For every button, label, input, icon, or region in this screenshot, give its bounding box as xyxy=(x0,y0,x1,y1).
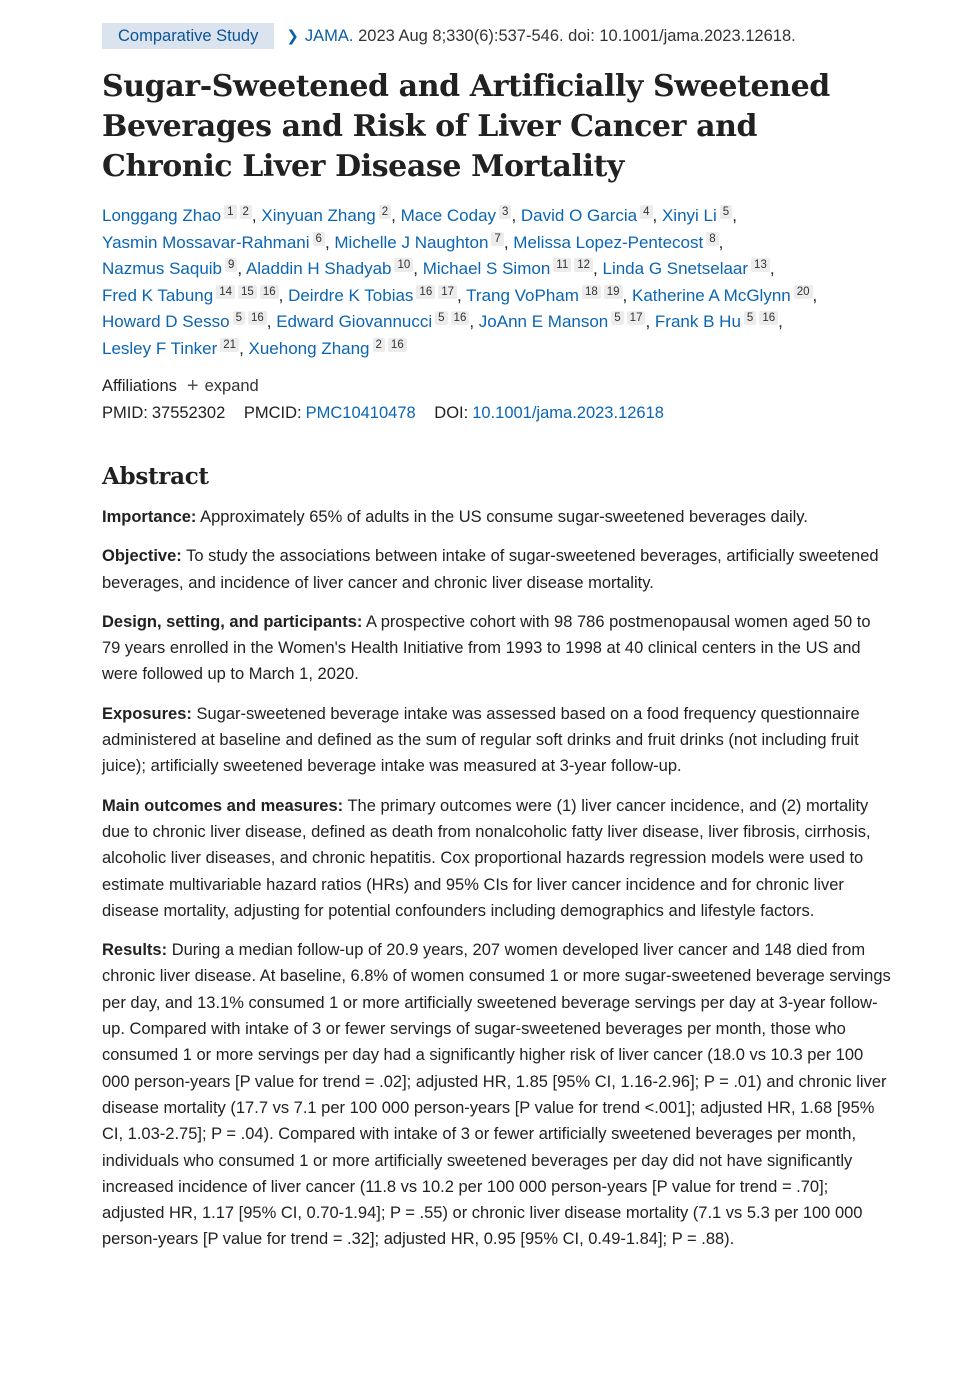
expand-label: expand xyxy=(204,376,259,395)
article-identifiers xyxy=(102,404,893,423)
affiliations-row xyxy=(102,376,893,396)
author-link[interactable]: Deirdre K Tobias xyxy=(288,285,414,305)
author-link[interactable]: Xinyuan Zhang xyxy=(261,206,376,225)
author-item: Michelle J Naughton 7 , xyxy=(334,232,514,252)
section-text: During a median follow-up of 20.9 years, 207 women developed liver cancer and 148 died from chronic liver disease. At baseline, 6.8% of women consumed 1 or more sugar-sweetened beverage servings per day, and 13.1% consumed 1 or more artificially sweetened beverage servings per day at 3-year follow-up. Compared with intake of 3 or fewer servings of sugar-sweetened beverages per month, those who consumed 1 or more servings per day had a significantly higher risk of liver cancer (18.0 vs 10.3 per 100 000 person-years [P value for trend = .02]; adjusted HR, 1.85 [95% CI, 1.16-2.96]; P = .01) and chronic liver disease mortality (17.7 vs 7.1 per 100 000 person-years [P value for trend <.001]; adjusted HR, 1.68 [95% CI, 1.03-2.75]; P = .04). Compared with intake of 3 or fewer artificially sweetened beverages per month, individuals who consumed 1 or more artificially sweetened beverages per day did not have significantly increased incidence of liver cancer (11.8 vs 10.2 per 100 000 person-years [P value for trend = .70]; adjusted HR, 1.17 [95% CI, 0.70-1.94]; P = .55) or chronic liver disease mortality (7.1 vs 5.3 per 100 000 person-years [P value for trend = .32]; adjusted HR, 0.95 [95% CI, 0.49-1.84]; P = .88). xyxy=(102,941,891,1249)
abstract-design xyxy=(102,609,893,688)
affiliation-number-button[interactable]: 8 xyxy=(706,232,718,246)
author-item: Nazmus Saquib 9 , xyxy=(102,259,246,278)
citation-text: 2023 Aug 8;330(6):537-546. doi: 10.1001/jama.2023.12618. xyxy=(358,26,796,45)
section-label: Results: xyxy=(102,941,168,960)
section-label: Objective: xyxy=(102,547,182,566)
author-item: Longgang Zhao 1 2 , xyxy=(102,206,262,225)
author-item: Howard D Sesso 5 16 , xyxy=(102,312,277,331)
pmid-value: 37552302 xyxy=(151,404,226,422)
pmid-label: PMID: xyxy=(102,404,148,422)
author-link[interactable]: Howard D Sesso xyxy=(102,312,230,331)
plus-icon: + xyxy=(186,375,199,397)
affiliation-number-button[interactable]: 3 xyxy=(499,205,511,219)
abstract-exposures xyxy=(102,701,893,780)
chevron-right-icon[interactable]: ❯ xyxy=(286,27,299,45)
author-item: Frank B Hu 5 16 , xyxy=(654,312,783,331)
affiliation-number-button[interactable]: 5 xyxy=(233,311,245,325)
author-item: Katherine A McGlynn 20 , xyxy=(631,285,818,305)
author-link[interactable]: Frank B Hu xyxy=(654,312,741,331)
affiliation-number-button[interactable]: 6 xyxy=(313,232,325,246)
author-link[interactable]: Aladdin H Shadyab xyxy=(245,259,392,278)
author-item: Michael S Simon 11 12 , xyxy=(422,259,603,278)
section-text: Sugar-sweetened beverage intake was assessed based on a food frequency questionnaire administered at baseline and defined as the sum of regular soft drinks and fruit drinks (not including fruit juice); artificially sweetened beverage intake was measured at 3-year follow-up. xyxy=(102,704,860,776)
article-citation-bar xyxy=(102,23,893,49)
author-item: Melissa Lopez-Pentecost 8 , xyxy=(513,232,724,252)
author-link[interactable]: Xinyi Li xyxy=(661,206,717,225)
affiliation-number-button[interactable]: 4 xyxy=(640,205,652,219)
affiliation-number-button[interactable]: 1 xyxy=(224,205,236,219)
author-link[interactable]: Michael S Simon xyxy=(422,259,551,278)
affiliations-expand-button[interactable] xyxy=(187,376,259,396)
affiliation-number-button[interactable]: 16 xyxy=(260,285,279,299)
pmcid-label: PMCID: xyxy=(243,404,302,422)
author-link[interactable]: Trang VoPham xyxy=(466,285,579,305)
author-item: Edward Giovannucci 5 16 , xyxy=(276,312,479,331)
author-link[interactable]: JoAnn E Manson xyxy=(478,312,609,331)
author-item: Yasmin Mossavar-Rahmani 6 , xyxy=(102,232,335,252)
author-item: David O Garcia 4 , xyxy=(520,206,662,225)
section-text: To study the associations between intake of sugar-sweetened beverages, artificially sweetened beverages, and incidence of liver cancer and chronic liver disease mortality. xyxy=(102,547,879,592)
section-label: Design, setting, and participants: xyxy=(102,612,363,631)
doi-label: DOI: xyxy=(434,404,469,422)
affiliation-number-button[interactable]: 16 xyxy=(248,311,267,325)
abstract-importance xyxy=(102,504,893,530)
author-link[interactable]: Linda G Snetselaar xyxy=(602,259,749,278)
affiliation-number-button[interactable]: 10 xyxy=(394,258,413,272)
affiliation-number-button[interactable]: 2 xyxy=(240,205,252,219)
article-page xyxy=(0,23,963,1253)
affiliation-number-button[interactable]: 2 xyxy=(379,205,391,219)
affiliation-number-button[interactable]: 2 xyxy=(373,338,385,352)
affiliation-number-button[interactable]: 5 xyxy=(611,311,623,325)
affiliation-number-button[interactable]: 16 xyxy=(388,338,407,352)
section-text: Approximately 65% of adults in the US consume sugar-sweetened beverages daily. xyxy=(196,508,808,526)
pmcid-link[interactable]: PMC10410478 xyxy=(305,404,416,422)
affiliation-number-button[interactable]: 16 xyxy=(451,311,470,325)
abstract-body xyxy=(102,504,893,1253)
affiliation-number-button[interactable]: 21 xyxy=(220,338,239,352)
affiliation-number-button[interactable]: 15 xyxy=(238,285,257,299)
section-label: Importance: xyxy=(102,508,197,526)
affiliation-number-button[interactable]: 17 xyxy=(438,285,457,299)
affiliation-number-button[interactable]: 5 xyxy=(435,311,447,325)
affiliation-number-button[interactable]: 5 xyxy=(720,205,732,219)
section-text: The primary outcomes were (1) liver cancer incidence, and (2) mortality due to chronic liver disease, defined as death from nonalcoholic fatty liver disease, liver fibrosis, cirrhosis, alcoholic liver diseases, and chronic hepatitis. Cox proportional hazards regression models were used to estimate multivariable hazard ratios (HRs) and 95% CIs for liver cancer incidence and for chronic liver disease mortality, adjusting for potential confounders including demographics and lifestyle factors. xyxy=(102,796,871,920)
affiliation-number-button[interactable]: 14 xyxy=(216,285,235,299)
author-link[interactable]: Mace Coday xyxy=(400,206,497,225)
affiliation-number-button[interactable]: 16 xyxy=(416,285,435,299)
publication-type-badge[interactable]: Comparative Study xyxy=(102,23,274,49)
author-link[interactable]: Yasmin Mossavar-Rahmani xyxy=(102,232,310,252)
affiliation-number-button[interactable]: 13 xyxy=(751,258,770,272)
author-link[interactable]: Nazmus Saquib xyxy=(102,259,223,278)
author-link[interactable]: Fred K Tabung xyxy=(102,285,214,305)
author-item: Aladdin H Shadyab 10 , xyxy=(245,259,423,278)
author-link[interactable]: Katherine A McGlynn xyxy=(631,285,791,305)
author-link[interactable]: Longgang Zhao xyxy=(102,206,222,225)
author-item: Lesley F Tinker 21 , xyxy=(102,338,249,358)
author-item: Fred K Tabung 14 15 16 , xyxy=(102,285,289,305)
section-label: Main outcomes and measures: xyxy=(102,796,344,815)
journal-citation xyxy=(286,27,795,46)
author-item: Mace Coday 3 , xyxy=(400,206,521,225)
affiliation-number-button[interactable]: 18 xyxy=(582,285,601,299)
affiliations-label: Affiliations xyxy=(102,376,177,395)
affiliation-number-button[interactable]: 20 xyxy=(794,285,813,299)
section-text: A prospective cohort with 98 786 postmenopausal women aged 50 to 79 years enrolled in the Women's Health Initiative from 1993 to 1998 at 40 clinical centers in the US and were followed up to March 1, 2020. xyxy=(102,612,871,684)
author-link[interactable]: Michelle J Naughton xyxy=(334,232,489,252)
authors-list xyxy=(102,203,893,362)
author-item xyxy=(249,339,407,358)
author-item: Xinyuan Zhang 2 , xyxy=(261,206,401,225)
author-item: JoAnn E Manson 5 17 , xyxy=(478,312,655,331)
affiliation-number-button[interactable]: 5 xyxy=(744,311,756,325)
author-link[interactable]: Xuehong Zhang xyxy=(248,338,370,358)
abstract-heading: Abstract xyxy=(102,463,209,490)
abstract-outcomes xyxy=(102,793,893,924)
affiliation-number-button[interactable]: 9 xyxy=(225,258,237,272)
abstract-objective xyxy=(102,543,893,596)
affiliation-number-button[interactable]: 12 xyxy=(574,258,593,272)
author-item: Xinyi Li 5 , xyxy=(661,206,737,225)
affiliation-number-button[interactable]: 19 xyxy=(604,285,623,299)
affiliation-number-button[interactable]: 11 xyxy=(553,258,571,272)
author-link[interactable]: Lesley F Tinker xyxy=(102,338,218,358)
abstract-results xyxy=(102,937,893,1253)
doi-link[interactable]: 10.1001/jama.2023.12618 xyxy=(472,404,664,422)
author-item: Deirdre K Tobias 16 17 , xyxy=(288,285,467,305)
author-link[interactable]: Edward Giovannucci xyxy=(276,312,433,331)
author-link[interactable]: Melissa Lopez-Pentecost xyxy=(513,232,704,252)
author-item: Linda G Snetselaar 13 , xyxy=(602,259,775,278)
author-link[interactable]: David O Garcia xyxy=(520,206,638,225)
affiliation-number-button[interactable]: 7 xyxy=(491,232,503,246)
article-title: Sugar-Sweetened and Artificially Sweetened Beverages and Risk of Liver Cancer and Chronic Liver Disease Mortality xyxy=(102,69,830,184)
affiliation-number-button[interactable]: 16 xyxy=(759,311,778,325)
author-item: Trang VoPham 18 19 , xyxy=(466,285,632,305)
journal-link[interactable]: JAMA. xyxy=(304,26,354,45)
section-label: Exposures: xyxy=(102,704,192,723)
affiliation-number-button[interactable]: 17 xyxy=(627,311,646,325)
